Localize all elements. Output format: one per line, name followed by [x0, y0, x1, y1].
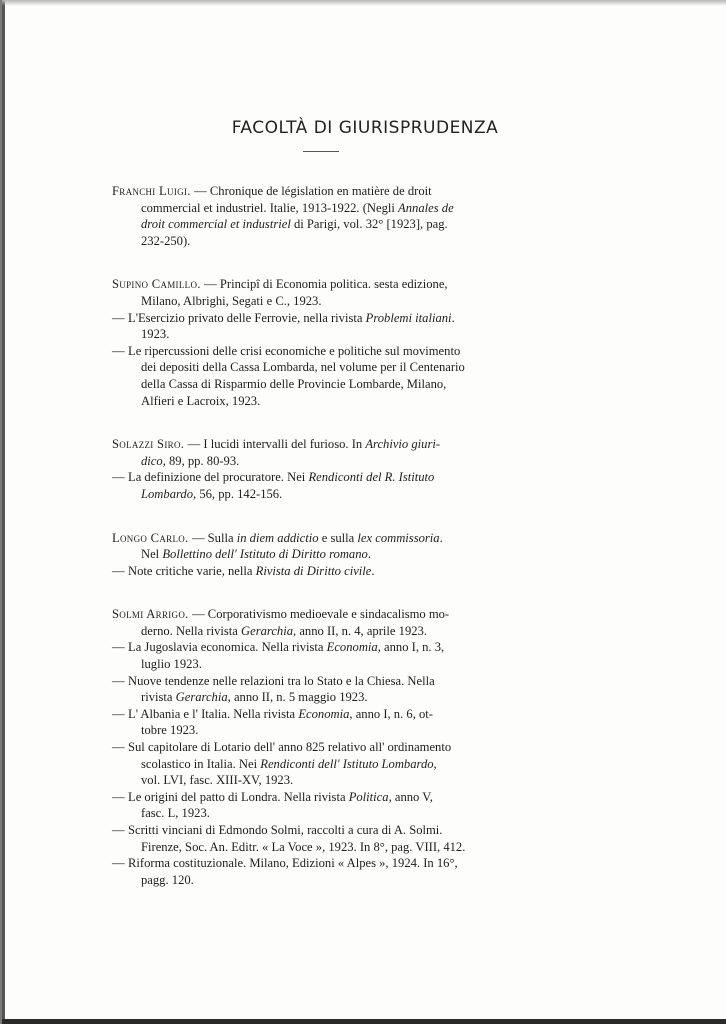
italic-title-text: Rendiconti del R. Istituto	[308, 470, 435, 485]
sub-item-line	[112, 656, 542, 673]
scan-bottom-edge	[2, 1019, 726, 1024]
citation-text: Firenze, Soc. An. Editr. « La Voce », 1923. In 8°, pag. VIII, 412.	[141, 839, 466, 854]
citation-text: e sulla	[318, 530, 358, 545]
citation-text: — Principî di Economia politica. sesta edizione,	[204, 277, 448, 292]
item-dash: —	[112, 343, 125, 358]
citation-text: dei depositi della Cassa Lombarda, nel volume per il Centenario	[141, 360, 465, 375]
citation-text: — Chronique de législation en matière de droit	[194, 184, 432, 198]
item-dash: —	[112, 470, 125, 485]
sub-item-line	[112, 376, 542, 393]
item-dash: —	[112, 740, 125, 755]
italic-title-text: Politica	[348, 789, 389, 804]
citation-text: — I lucidi intervalli del furioso. In	[187, 437, 366, 452]
italic-title-text: Archivio giuri-	[365, 437, 441, 452]
citation-text: , 56, pp. 142-156.	[193, 486, 283, 501]
bibliography-entry	[112, 183, 542, 249]
author-name: Longo Carlo.	[112, 530, 192, 545]
entry-line	[112, 216, 542, 233]
author-name: Supino Camillo.	[112, 277, 205, 292]
italic-title-text: Lombardo	[141, 486, 194, 501]
sub-item-line	[112, 872, 542, 889]
citation-text: La Jugoslavia economica. Nella rivista	[128, 640, 327, 655]
italic-title-text: droit commercial et industriel	[141, 217, 291, 232]
citation-text: .	[439, 530, 443, 545]
sub-item-line	[112, 486, 542, 503]
citation-text: 232-250).	[141, 233, 191, 248]
author-name: Solmi Arrigo.	[112, 607, 193, 622]
italic-title-text: Annales de	[398, 200, 454, 215]
bibliography-entry	[112, 606, 542, 888]
sub-item-line	[112, 722, 542, 739]
item-dash: —	[112, 789, 125, 804]
sub-item-line	[112, 359, 542, 376]
sub-item-first-line	[112, 789, 542, 806]
citation-text: La definizione del procuratore. Nei	[128, 470, 309, 485]
scan-top-edge	[2, 0, 726, 6]
citation-text: Milano, Albrighi, Segati e C., 1923.	[141, 293, 322, 308]
citation-text: Alfieri e Lacroix, 1923.	[141, 393, 261, 408]
author-name: Franchi Luigi.	[112, 184, 195, 198]
item-dash: —	[112, 823, 125, 837]
entry-line	[112, 623, 542, 640]
citation-text: Nel	[141, 547, 163, 562]
bibliography-entry	[112, 530, 542, 580]
item-dash: —	[112, 563, 125, 578]
citation-text: , anno I, n. 3,	[377, 640, 445, 655]
citation-text: scolastico in Italia. Nei	[141, 756, 261, 771]
citation-text: Scritti vinciani di Edmondo Solmi, raccolti a cura di A. Solmi.	[128, 823, 443, 837]
citation-text: vol. LVI, fasc. XIII-XV, 1923.	[141, 773, 294, 788]
citation-text: derno. Nella rivista	[141, 623, 242, 638]
sub-item-first-line	[112, 639, 542, 656]
item-dash: —	[112, 706, 125, 721]
page-heading: FACOLTÀ DI GIURISPRUDENZA	[231, 118, 499, 138]
entry-line	[112, 606, 542, 623]
italic-title-text: Economia	[326, 640, 378, 655]
sub-item-first-line	[112, 706, 542, 723]
entry-line	[112, 276, 542, 293]
bibliography-entry	[112, 436, 542, 502]
sub-item-first-line	[112, 673, 542, 690]
sub-item-line	[112, 772, 542, 789]
sub-item-first-line	[112, 469, 542, 486]
entry-line	[112, 546, 542, 563]
citation-text: ,	[433, 756, 437, 771]
item-dash: —	[112, 310, 125, 325]
citation-text: .	[371, 563, 375, 578]
heading-divider	[303, 151, 339, 152]
italic-title-text: Gerarchia	[241, 623, 294, 638]
citation-text: L' Albania e l' Italia. Nella rivista	[128, 706, 299, 721]
entry-line	[112, 453, 542, 470]
citation-text: rivista	[141, 690, 176, 705]
item-dash: —	[112, 856, 125, 871]
sub-item-line	[112, 689, 542, 706]
citation-text: pagg. 120.	[141, 872, 194, 887]
citation-text: luglio 1923.	[141, 657, 202, 672]
italic-title-text: Rendiconti dell' Istituto Lombardo	[260, 756, 434, 771]
entry-line	[112, 293, 542, 310]
citation-text: tobre 1923.	[141, 723, 199, 738]
citation-text: , anno II, n. 4, aprile 1923.	[293, 623, 427, 638]
citation-text: , 89, pp. 80-93.	[162, 453, 240, 468]
sub-item-line	[112, 326, 542, 343]
sub-item-first-line	[112, 739, 542, 756]
citation-text: Le origini del patto di Londra. Nella rivista	[128, 789, 349, 804]
italic-title-text: Bollettino dell' Istituto di Diritto romano	[162, 547, 368, 562]
citation-text: Nuove tendenze nelle relazioni tra lo Stato e la Chiesa. Nella	[128, 673, 435, 688]
citation-text: , anno V,	[388, 789, 433, 804]
italic-title-text: Economia	[298, 706, 350, 721]
citation-text: 1923.	[141, 327, 170, 342]
citation-text: .	[367, 547, 371, 562]
citation-text: Sul capitolare di Lotario dell' anno 825 relativo all' ordinamento	[128, 740, 452, 755]
sub-item-line	[112, 805, 542, 822]
citation-text: Riforma costituzionale. Milano, Edizioni « Alpes », 1924. In 16°,	[128, 856, 458, 871]
sub-item-first-line	[112, 343, 542, 360]
citation-text: fasc. L, 1923.	[141, 806, 210, 821]
sub-item-first-line	[112, 563, 542, 580]
citation-text: .	[451, 310, 455, 325]
italic-title-text: in diem addictio	[236, 530, 319, 545]
italic-title-text: lex commissoria	[357, 530, 440, 545]
citation-text: — Sulla	[191, 530, 237, 545]
italic-title-text: Rivista di Diritto civile	[255, 563, 372, 578]
italic-title-text: dico	[141, 453, 163, 468]
citation-text: della Cassa di Risparmio delle Provincie Lombarde, Milano,	[141, 376, 447, 391]
citation-text: Le ripercussioni delle crisi economiche e politiche sul movimento	[128, 343, 461, 358]
citation-text: — Corporativismo medioevale e sindacalismo mo-	[192, 607, 450, 622]
entry-line	[112, 233, 542, 250]
entry-line	[112, 183, 542, 200]
citation-text: L'Esercizio privato delle Ferrovie, nella rivista	[128, 310, 366, 325]
citation-text: , anno I, n. 6, ot-	[349, 706, 433, 721]
item-dash: —	[112, 640, 125, 655]
sub-item-first-line	[112, 310, 542, 327]
sub-item-line	[112, 756, 542, 773]
citation-text: di Parigi, vol. 32° [1923], pag.	[290, 217, 448, 232]
author-name: Solazzi Siro.	[112, 437, 188, 452]
entry-line	[112, 530, 542, 547]
bibliography-list	[112, 183, 542, 915]
sub-item-line	[112, 393, 542, 410]
citation-text: Note critiche varie, nella	[128, 563, 256, 578]
italic-title-text: Gerarchia	[175, 690, 228, 705]
citation-text: commercial et industriel. Italie, 1913-1922. (Negli	[141, 200, 399, 215]
scan-left-edge	[2, 0, 5, 1024]
italic-title-text: Problemi italiani	[365, 310, 452, 325]
sub-item-line	[112, 839, 542, 856]
item-dash: —	[112, 673, 125, 688]
citation-text: , anno II, n. 5 maggio 1923.	[227, 690, 368, 705]
sub-item-first-line	[112, 822, 542, 839]
entry-line	[112, 200, 542, 217]
bibliography-entry	[112, 276, 542, 409]
sub-item-first-line	[112, 855, 542, 872]
entry-line	[112, 436, 542, 453]
